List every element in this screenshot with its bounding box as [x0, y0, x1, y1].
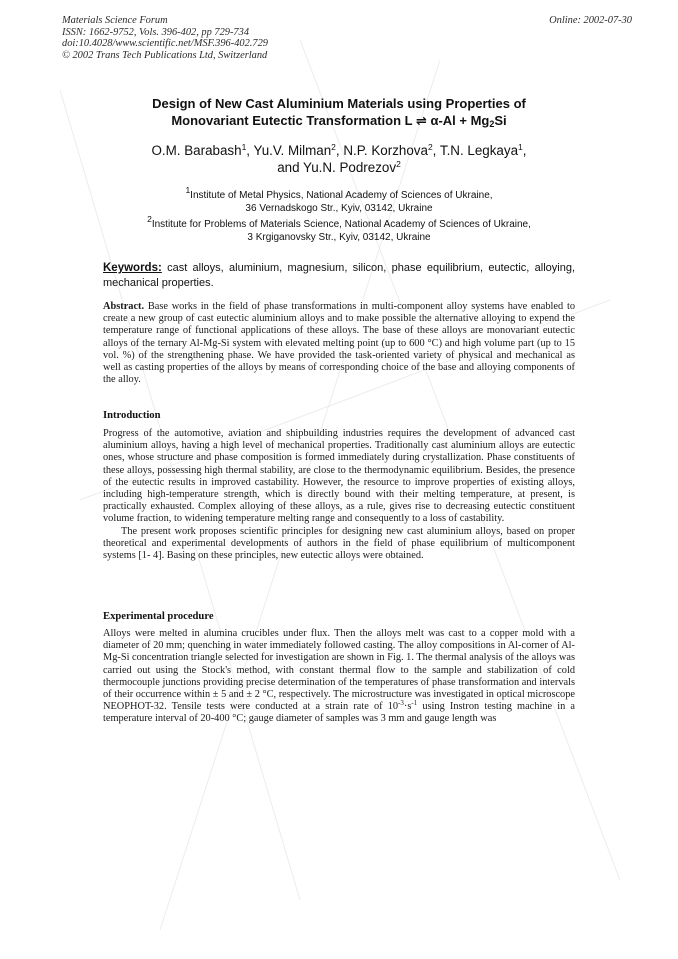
abstract — [103, 301, 575, 386]
keywords-label: Keywords: — [103, 262, 162, 274]
abstract-text: Base works in the field of phase transformations in multi-component alloy systems have enabled to create a new group of cast eutectic aluminium alloys and to make possible the alternative alloying to expend the temperature range of functional applications of these alloys. The base of these alloys are monovariant eutectic alloys of the ternary Al-Mg-Si system with elevated melting point (up to 600 °C) and high volume part (up to 15 vol. %) of the strengthening phase. We have provided the task-oriented variety of physical and mechanical as well as casting properties of the alloys by means of corresponding choice of the base and alloying components of the alloy. — [103, 301, 575, 386]
title-line-2: Monovariant Eutectic Transformation L ⇌ $\alpha-Al + Mg_2Si$ — [171, 113, 507, 129]
introduction-heading: Introduction — [103, 410, 161, 421]
experimental-body — [103, 628, 575, 726]
author-line-1: O.M. Barabash$^1$, Yu.V. Milman$^2$, N.P. Korzhova$^2$, T.N. Legkaya$^1$, — [151, 142, 527, 158]
journal-name: Materials Science Forum — [62, 15, 168, 26]
issn-line: ISSN: 1662-9752, Vols. 396-402, pp 729-734 — [62, 26, 250, 38]
intro-paragraph-1: Progress of the automotive, aviation and shipbuilding industries requires the development of advanced cast aluminium alloys, having a high level of mechanical properties. Traditionally cast aluminium alloys are eutectic ones, whose structure and phase composition is formed immediately during crystallization. Phase constituents of these alloys, possessing high thermal stability, are close to the thermodynamic equilibrium. Besides, the presence of the eutectic results in improved castability. However, the resource to improve properties of existing alloys, including high-temperature strength, which is directly bound with their melting temperature, at present, is practically exhausted. Complex alloying of these alloys, as a rule, gives rise to decreasing eutectic constituent volume fraction, to widening temperature melting range and consequently to a loss of castability. — [103, 428, 575, 525]
keywords — [103, 261, 575, 290]
author-line-2: and Yu.N. Podrezov$^2$ — [277, 159, 401, 175]
copyright-line: © 2002 Trans Tech Publications Ltd, Switzerland — [62, 49, 268, 61]
intro-paragraph-2: The present work proposes scientific principles for designing new cast aluminium alloys, based on proper theoretical and experimental developments of authors in the field of phase equilibrium of multicomponent systems [1- 4]. Basing on these principles, new eutectic alloys were obtained. — [103, 525, 575, 562]
experimental-heading: Experimental procedure — [103, 611, 214, 622]
doi-line: doi:10.4028/www.scientific.net/MSF.396-402.729 — [62, 38, 268, 50]
online-date: Online: 2002-07-30 — [549, 15, 632, 26]
journal-header — [62, 15, 268, 61]
affiliation-1: $^1$Institute of Metal Physics, National Academy of Sciences of Ukraine, 36 Vernadskogo Str., Kyiv, 03142, Ukraine — [185, 185, 493, 214]
author-list — [100, 142, 578, 176]
keywords-text: cast alloys, aluminium, magnesium, silicon, phase equilibrium, eutectic, alloying, mechanical properties. — [103, 262, 575, 289]
title-line-1: Design of New Cast Aluminium Materials using Properties of — [152, 96, 526, 111]
paper-title — [100, 95, 578, 129]
affiliation-2: $^2$Institute for Problems of Materials Science, National Academy of Sciences of Ukraine, 3 Krgiganovsky Str., Kyiv, 03142, Ukraine — [147, 214, 531, 243]
abstract-label: Abstract. — [103, 301, 145, 312]
introduction-body — [103, 428, 575, 562]
experimental-paragraph-1: Alloys were melted in alumina crucibles under flux. Then the alloys melt was cast to a copper mold with a diameter of 20 mm; quenching in water immediately followed casting. The alloy compositions in Al-corner of Al-Mg-Si concentration triangle selected for investigation are shown in Fig. 1. The thermal analysis of the alloys was carried out using the Stock's method, with constant thermal flow to the sample and stabilization of cold thermocouple junctions providing precise determination of the temperatures of phase transformation and intervals of their occurrence within ± 5 and ± 2 °C, respectively. The microstructure was investigated in optical microscope NEOPHOT-32. Tensile tests were conducted at a strain rate of $10^{-3}\cdot s^{-1}$ using Instron testing machine in a temperature interval of 20-400 °C; gauge diameter of samples was 3 mm and gauge length was — [103, 628, 575, 725]
